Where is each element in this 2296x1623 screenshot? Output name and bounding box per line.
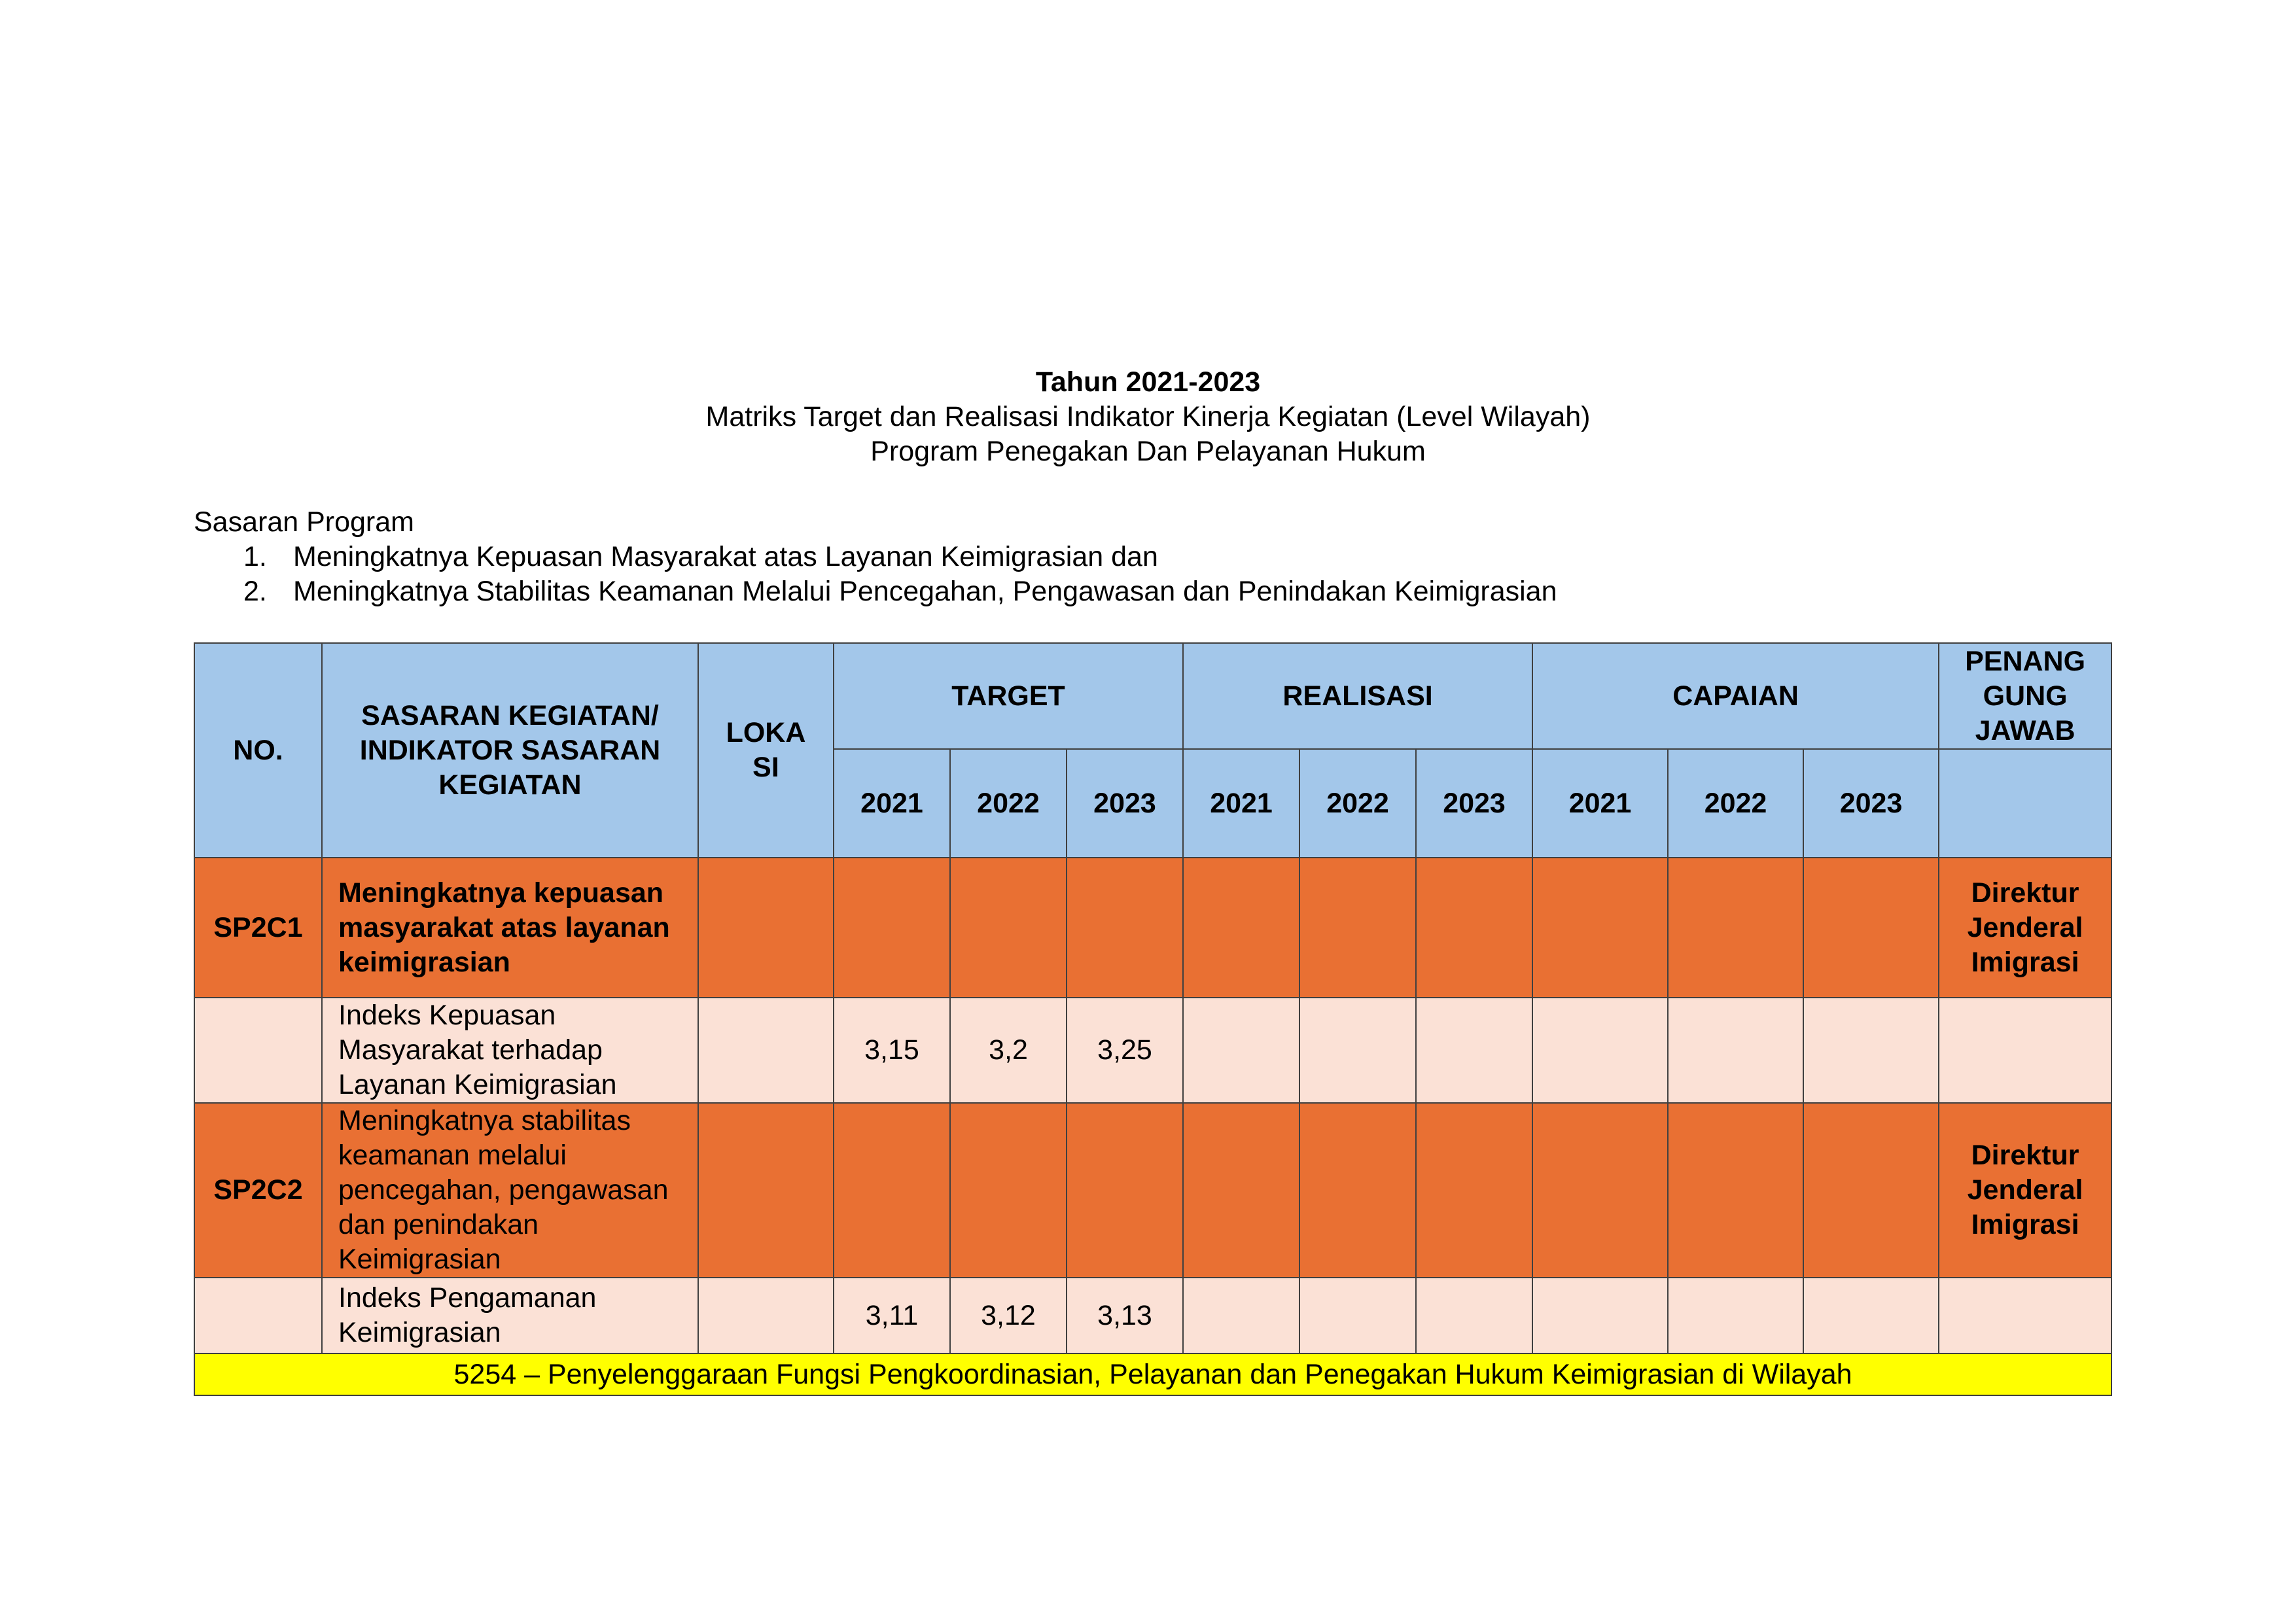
year-header: 2023 [1803, 749, 1939, 858]
year-header: 2021 [1183, 749, 1299, 858]
capaian-cell [1803, 1278, 1939, 1353]
realisasi-cell [1183, 1278, 1299, 1353]
target-cell [1067, 858, 1183, 998]
target-cell [834, 858, 950, 998]
target-cell: 3,2 [950, 998, 1067, 1103]
row-indikator-text: Indeks Kepuasan Masyarakat terhadap Layanan Keimigrasian [322, 998, 698, 1103]
table-row [194, 858, 2111, 998]
row-no: SP2C1 [194, 858, 322, 998]
row-lokasi [698, 1278, 834, 1353]
row-lokasi [698, 1103, 834, 1278]
realisasi-cell [1183, 998, 1299, 1103]
target-cell: 3,12 [950, 1278, 1067, 1353]
row-no [194, 1278, 322, 1353]
year-header: 2023 [1416, 749, 1532, 858]
empty-header-cell [1939, 749, 2111, 858]
sasaran-program [194, 505, 1557, 609]
year-title: Tahun 2021-2023 [1035, 366, 1261, 398]
capaian-cell [1668, 998, 1803, 1103]
table-footer-row [194, 1353, 2111, 1395]
sasaran-item-text: Meningkatnya Kepuasan Masyarakat atas Layanan Keimigrasian dan [293, 541, 1158, 572]
target-cell: 3,11 [834, 1278, 950, 1353]
document-titles [0, 365, 2296, 469]
year-header: 2022 [950, 749, 1067, 858]
row-no [194, 998, 322, 1103]
year-header: 2023 [1067, 749, 1183, 858]
target-cell [950, 1103, 1067, 1278]
table-row [194, 998, 2111, 1103]
sasaran-item-text: Meningkatnya Stabilitas Keamanan Melalui Pencegahan, Pengawasan dan Penindakan Keimigrasian [293, 576, 1557, 607]
row-no: SP2C2 [194, 1103, 322, 1278]
target-cell: 3,25 [1067, 998, 1183, 1103]
row-penanggung-jawab: Direktur Jenderal Imigrasi [1939, 858, 2111, 998]
capaian-cell [1803, 998, 1939, 1103]
year-header: 2021 [834, 749, 950, 858]
target-cell: 3,13 [1067, 1278, 1183, 1353]
capaian-cell [1668, 858, 1803, 998]
row-penanggung-jawab [1939, 998, 2111, 1103]
header-capaian: CAPAIAN [1532, 643, 1939, 749]
sasaran-item-number: 2. [243, 576, 267, 607]
capaian-cell [1668, 1103, 1803, 1278]
row-penanggung-jawab: Direktur Jenderal Imigrasi [1939, 1103, 2111, 1278]
realisasi-cell [1416, 1103, 1532, 1278]
sasaran-item [194, 540, 1557, 574]
table-row [194, 1103, 2111, 1278]
header-realisasi: REALISASI [1183, 643, 1532, 749]
sasaran-list [194, 540, 1557, 609]
capaian-cell [1803, 1103, 1939, 1278]
year-header: 2022 [1668, 749, 1803, 858]
realisasi-cell [1299, 998, 1416, 1103]
program-subtitle: Program Penegakan Dan Pelayanan Hukum [870, 436, 1426, 467]
capaian-cell [1803, 858, 1939, 998]
sasaran-label: Sasaran Program [194, 506, 414, 538]
realisasi-cell [1183, 1103, 1299, 1278]
header-target: TARGET [834, 643, 1183, 749]
realisasi-cell [1299, 1278, 1416, 1353]
performance-matrix-table [194, 642, 2112, 1396]
row-lokasi [698, 858, 834, 998]
realisasi-cell [1299, 858, 1416, 998]
capaian-cell [1532, 998, 1668, 1103]
realisasi-cell [1183, 858, 1299, 998]
realisasi-cell [1416, 858, 1532, 998]
target-cell [950, 858, 1067, 998]
row-indikator-text: Indeks Pengamanan Keimigrasian [322, 1278, 698, 1353]
row-sasaran-text: Meningkatnya kepuasan masyarakat atas layanan keimigrasian [322, 858, 698, 998]
realisasi-cell [1299, 1103, 1416, 1278]
header-sasaran-kegiatan: SASARAN KEGIATAN/ INDIKATOR SASARAN KEGIATAN [322, 643, 698, 858]
table-row [194, 1278, 2111, 1353]
row-lokasi [698, 998, 834, 1103]
row-penanggung-jawab [1939, 1278, 2111, 1353]
matrix-subtitle: Matriks Target dan Realisasi Indikator Kinerja Kegiatan (Level Wilayah) [705, 401, 1591, 432]
capaian-cell [1532, 1103, 1668, 1278]
year-header: 2022 [1299, 749, 1416, 858]
header-penanggung-jawab: PENANG GUNG JAWAB [1939, 643, 2111, 749]
realisasi-cell [1416, 1278, 1532, 1353]
target-cell: 3,15 [834, 998, 950, 1103]
year-header: 2021 [1532, 749, 1668, 858]
realisasi-cell [1416, 998, 1532, 1103]
target-cell [1067, 1103, 1183, 1278]
capaian-cell [1668, 1278, 1803, 1353]
header-no: NO. [194, 643, 322, 858]
sasaran-item-number: 1. [243, 541, 267, 572]
header-lokasi: LOKA SI [698, 643, 834, 858]
capaian-cell [1532, 858, 1668, 998]
target-cell [834, 1103, 950, 1278]
row-sasaran-text: Meningkatnya stabilitas keamanan melalui pencegahan, pengawasan dan penindakan Keimigrasian [322, 1103, 698, 1278]
kegiatan-footer: 5254 – Penyelenggaraan Fungsi Pengkoordinasian, Pelayanan dan Penegakan Hukum Keimigrasian di Wilayah [194, 1353, 2111, 1395]
sasaran-item [194, 574, 1557, 609]
capaian-cell [1532, 1278, 1668, 1353]
